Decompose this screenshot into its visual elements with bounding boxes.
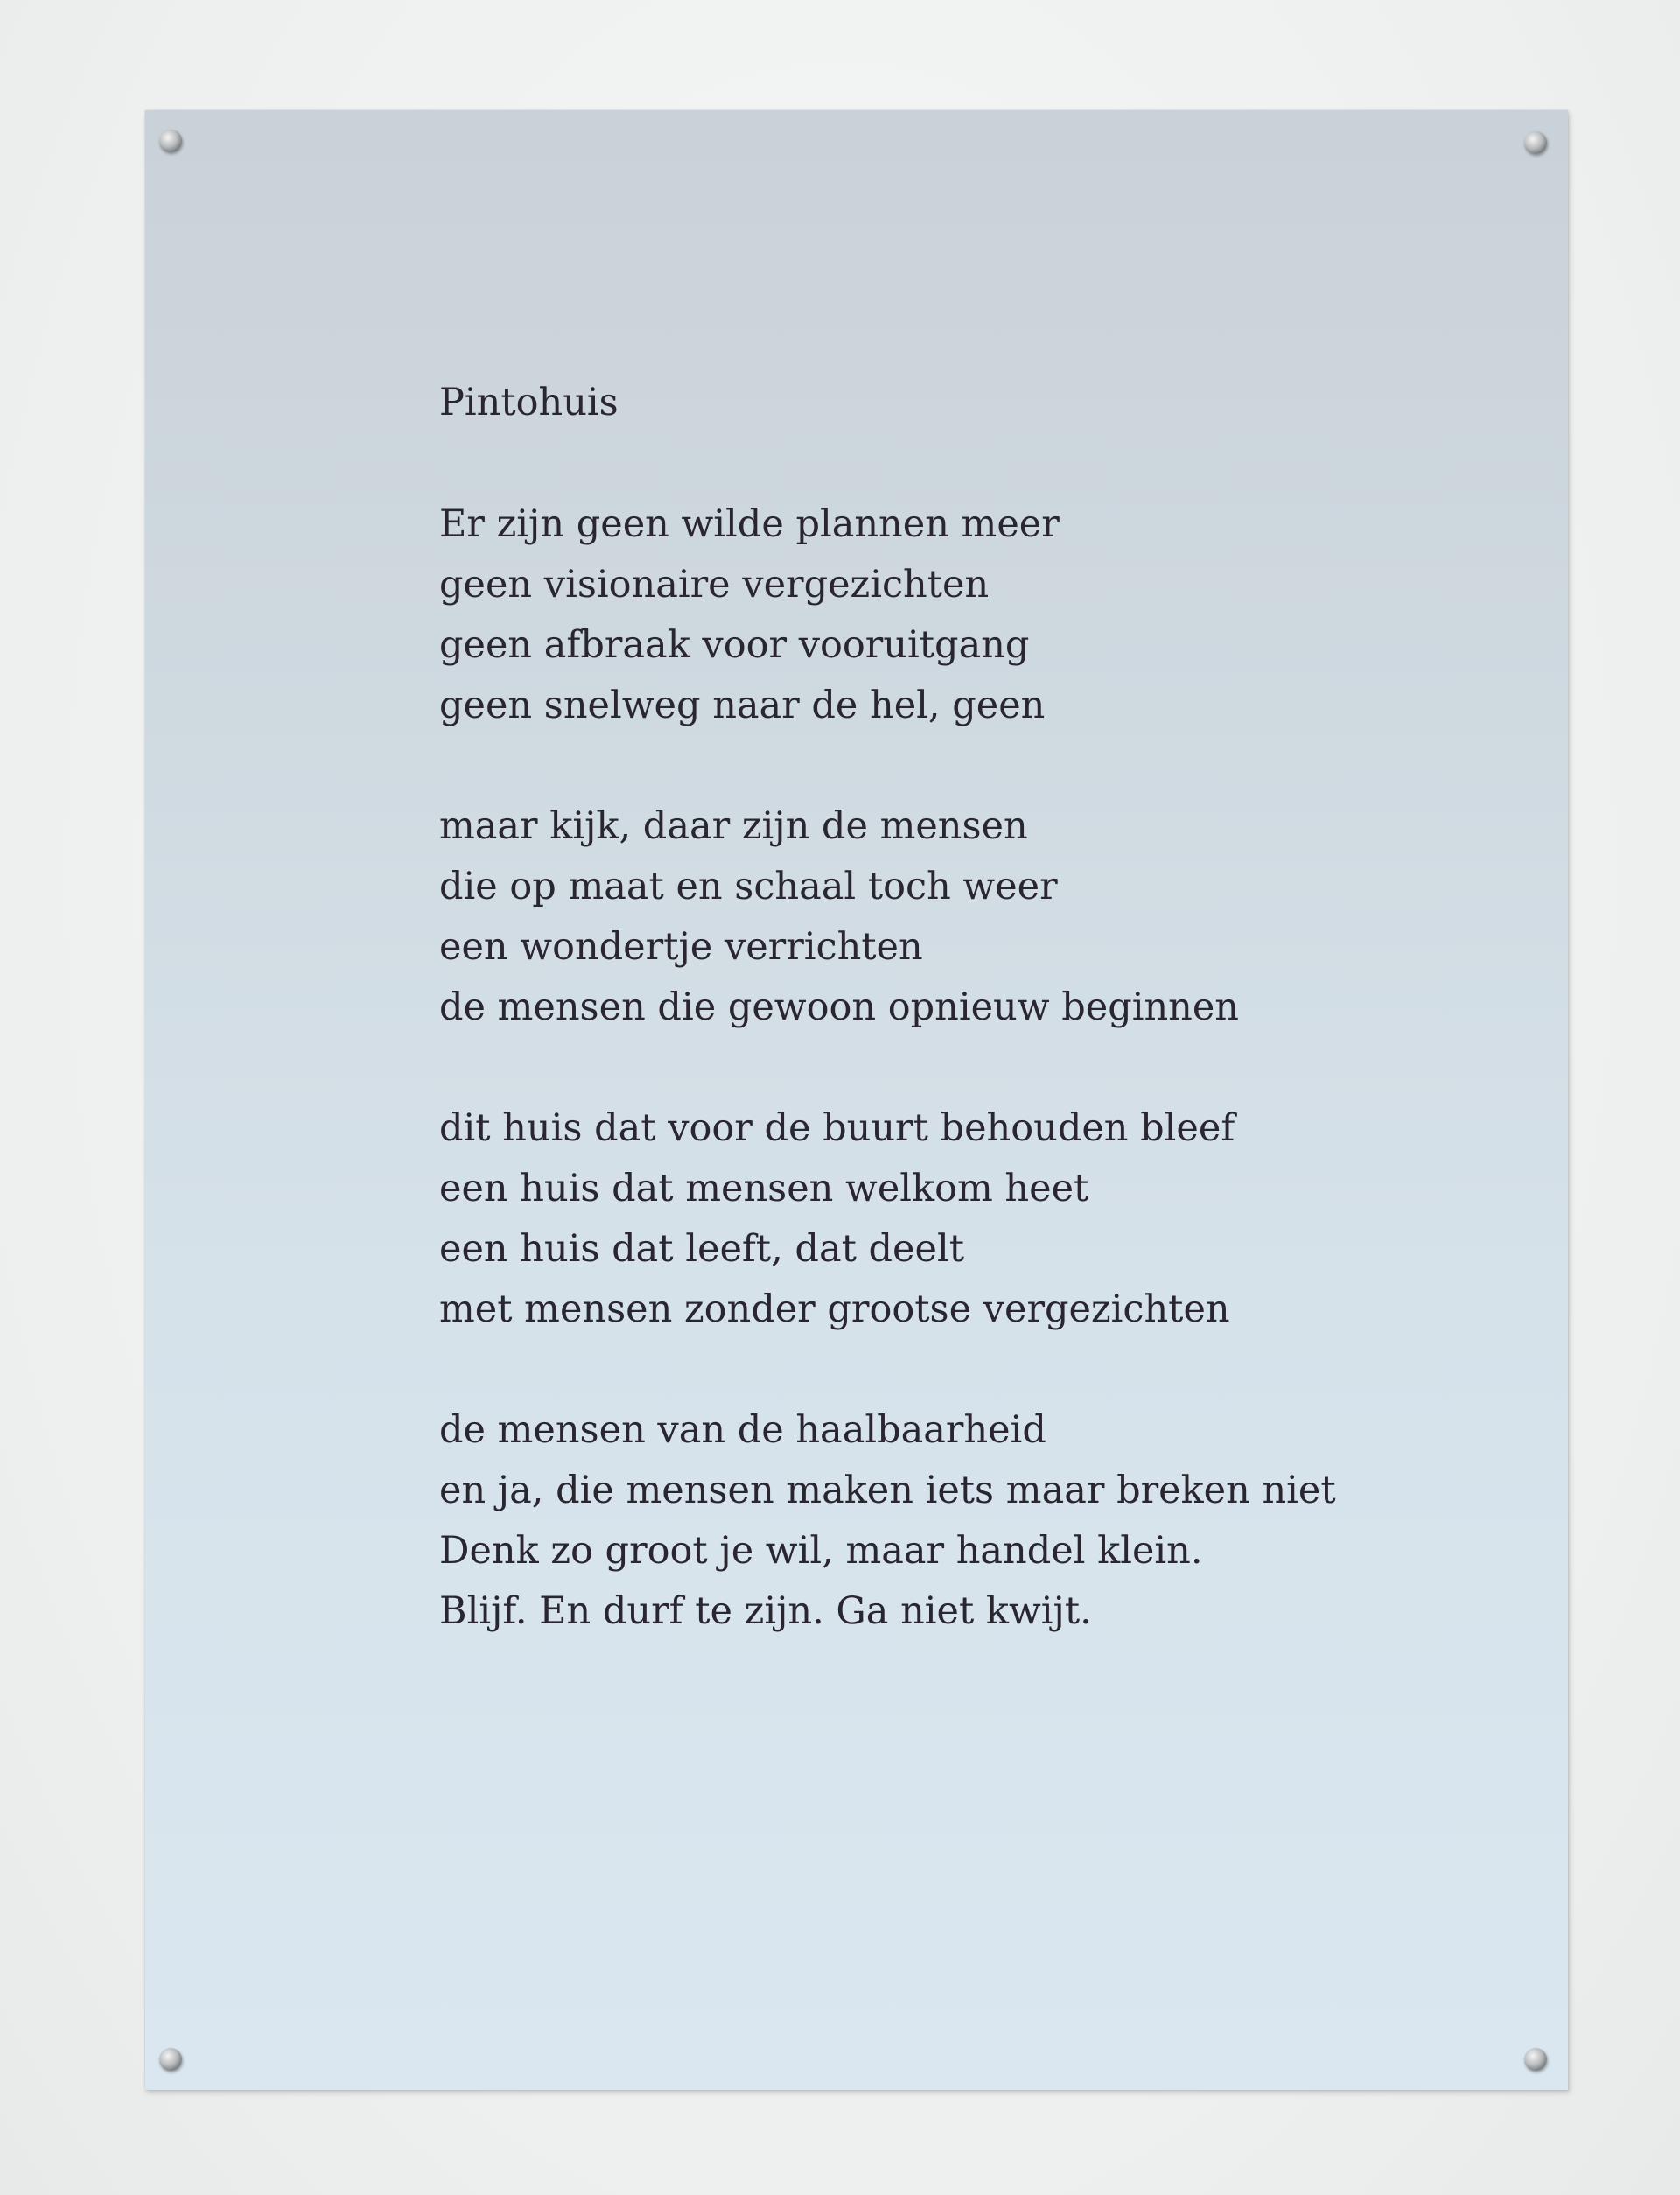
poem-line: maar kijk, daar zijn de mensen <box>439 804 1028 848</box>
poem-panel <box>145 110 1568 2090</box>
poem-line: Blijf. En durf te zijn. Ga niet kwijt. <box>439 1589 1092 1633</box>
poem-line: Er zijn geen wilde plannen meer <box>439 502 1060 546</box>
poem-line: de mensen van de haalbaarheid <box>439 1408 1046 1452</box>
stanza-1 <box>439 494 1489 736</box>
stanza-4 <box>439 1400 1489 1642</box>
poem-line: die op maat en schaal toch weer <box>439 865 1058 908</box>
poem-title: Pintohuis <box>439 381 619 424</box>
poem-line: geen afbraak voor vooruitgang <box>439 623 1030 667</box>
poem-line: en ja, die mensen maken iets maar breken niet <box>439 1469 1336 1512</box>
screw-icon <box>1524 131 1547 154</box>
poem-line: dit huis dat voor de buurt behouden bleef <box>439 1106 1236 1150</box>
poem-line: een huis dat leeft, dat deelt <box>439 1227 964 1271</box>
stanza-3 <box>439 1098 1489 1340</box>
screw-icon <box>159 2048 182 2071</box>
poem <box>439 373 1489 1702</box>
stanza-2 <box>439 796 1489 1038</box>
poem-line: een wondertje verrichten <box>439 925 923 969</box>
screw-icon <box>159 130 182 152</box>
poem-line: geen snelweg naar de hel, geen <box>439 684 1046 727</box>
poem-line: de mensen die gewoon opnieuw beginnen <box>439 985 1240 1029</box>
poem-line: met mensen zonder grootse vergezichten <box>439 1287 1230 1331</box>
screw-icon <box>1524 2048 1547 2071</box>
poem-line: geen visionaire vergezichten <box>439 563 990 607</box>
poem-line: een huis dat mensen welkom heet <box>439 1167 1089 1210</box>
poem-line: Denk zo groot je wil, maar handel klein. <box>439 1529 1203 1573</box>
